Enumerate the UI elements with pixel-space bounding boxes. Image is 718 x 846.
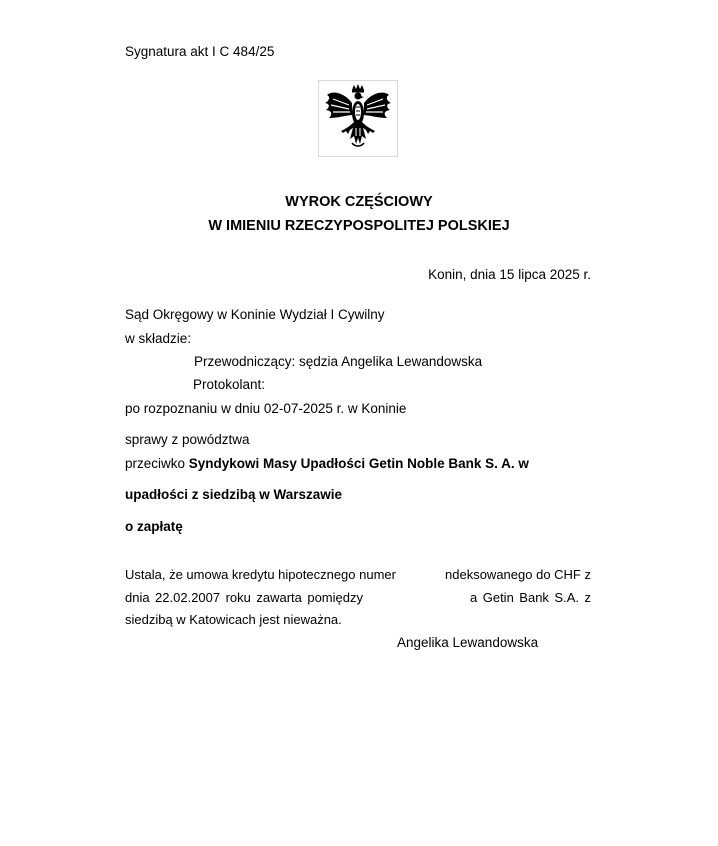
eagle-emblem-icon — [319, 81, 397, 156]
defendant-line-1 — [125, 456, 529, 472]
ruling-line-3: siedzibą w Katowicach jest nieważna. — [125, 612, 342, 627]
clerk-label: Protokolant: — [193, 377, 266, 392]
defendant-name: Syndykowi Masy Upadłości Getin Noble Bank S. A. w — [188, 456, 529, 471]
signature: Angelika Lewandowska — [397, 635, 539, 650]
case-of-label: sprawy z powództwa — [125, 432, 250, 447]
ruling-line-2-right — [470, 590, 591, 606]
ruling-line-1-left: Ustala, że umowa kredytu hipotecznego numer — [125, 567, 396, 582]
ruling-line-2-text: dnia 22.02.2007 roku zawarta pomiędzy — [125, 590, 363, 605]
hearing-info: po rozpoznaniu w dniu 02-07-2025 r. w Koninie — [125, 401, 407, 416]
against-prefix: przeciwko — [125, 456, 189, 471]
judgment-subtitle: W IMIENIU RZECZYPOSPOLITEJ POLSKIEJ — [208, 218, 510, 234]
ruling-line-2-right-text: a Getin Bank S.A. z — [470, 590, 591, 605]
case-subject: o zapłatę — [125, 519, 183, 534]
emblem-frame — [318, 80, 398, 157]
presiding-judge: Przewodniczący: sędzia Angelika Lewandowska — [194, 354, 483, 369]
judgment-title: WYROK CZĘŚCIOWY — [285, 194, 433, 210]
composition-label: w składzie: — [125, 331, 192, 346]
defendant-line-2: upadłości z siedzibą w Warszawie — [125, 487, 343, 502]
place-date: Konin, dnia 15 lipca 2025 r. — [428, 267, 591, 282]
ruling-line-2-left — [125, 590, 363, 606]
ruling-line-1-right: ndeksowanego do CHF z — [445, 567, 591, 582]
case-signature: Sygnatura akt I C 484/25 — [125, 44, 275, 59]
court-name: Sąd Okręgowy w Koninie Wydział I Cywilny — [125, 307, 385, 322]
